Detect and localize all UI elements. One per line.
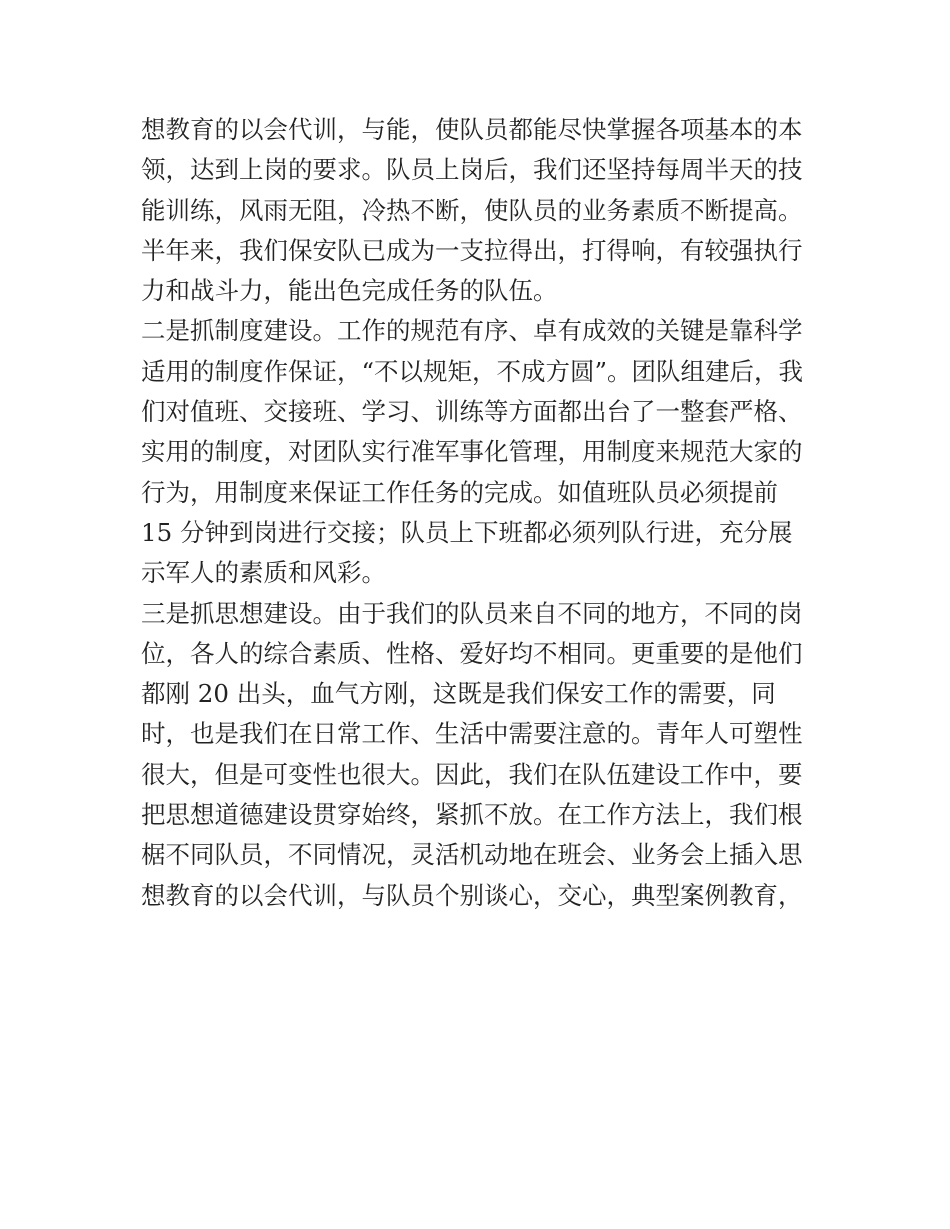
text-line: 位，各人的综合素质、性格、爱好均不相同。更重要的是他们 — [141, 638, 803, 668]
document-body — [141, 110, 821, 916]
text-line: 实用的制度，对团队实行准军事化管理，用制度来规范大家的 — [141, 437, 803, 467]
text-line: 二是抓制度建设。工作的规范有序、卓有成效的关键是靠科学 — [141, 316, 803, 346]
text-line: 都刚 20 出头，血气方刚，这既是我们保安工作的需要，同 — [141, 679, 776, 709]
text-line: 能训练，风雨无阻，冷热不断，使队员的业务素质不断提高。 — [141, 195, 803, 225]
text-line: 示军人的素质和风彩。 — [141, 558, 386, 588]
text-line: 想教育的以会代训，与能，使队员都能尽快掌握各项基本的本 — [141, 115, 803, 144]
text-line: 把思想道德建设贯穿始终，紧抓不放。在工作方法上，我们根 — [141, 800, 803, 830]
text-line: 三是抓思想建设。由于我们的队员来自不同的地方，不同的岗 — [141, 598, 803, 628]
text-line: 半年来，我们保安队已成为一支拉得出，打得响，有较强执行 — [141, 235, 803, 265]
text-line: 适用的制度作保证，“不以规矩，不成方圆”。团队组建后，我 — [141, 356, 804, 386]
text-line: 很大，但是可变性也很大。因此，我们在队伍建设工作中，要 — [141, 759, 803, 789]
text-line: 行为，用制度来保证工作任务的完成。如值班队员必须提前 — [141, 477, 778, 507]
text-line: 时，也是我们在日常工作、生活中需要注意的。青年人可塑性 — [141, 719, 803, 749]
text-line: 力和战斗力，能出色完成任务的队伍。 — [141, 276, 558, 306]
text-line: 15 分钟到岗进行交接；队员上下班都必须列队行进，充分展 — [141, 517, 793, 547]
text-line: 们对值班、交接班、学习、训练等方面都出台了一整套严格、 — [141, 397, 803, 427]
text-line: 椐不同队员，不同情况，灵活机动地在班会、业务会上插入思 — [141, 840, 803, 870]
text-line: 领，达到上岗的要求。队员上岗后，我们还坚持每周半天的技 — [141, 155, 803, 185]
text-line: 想教育的以会代训，与队员个别谈心，交心，典型案例教育， — [141, 880, 803, 910]
